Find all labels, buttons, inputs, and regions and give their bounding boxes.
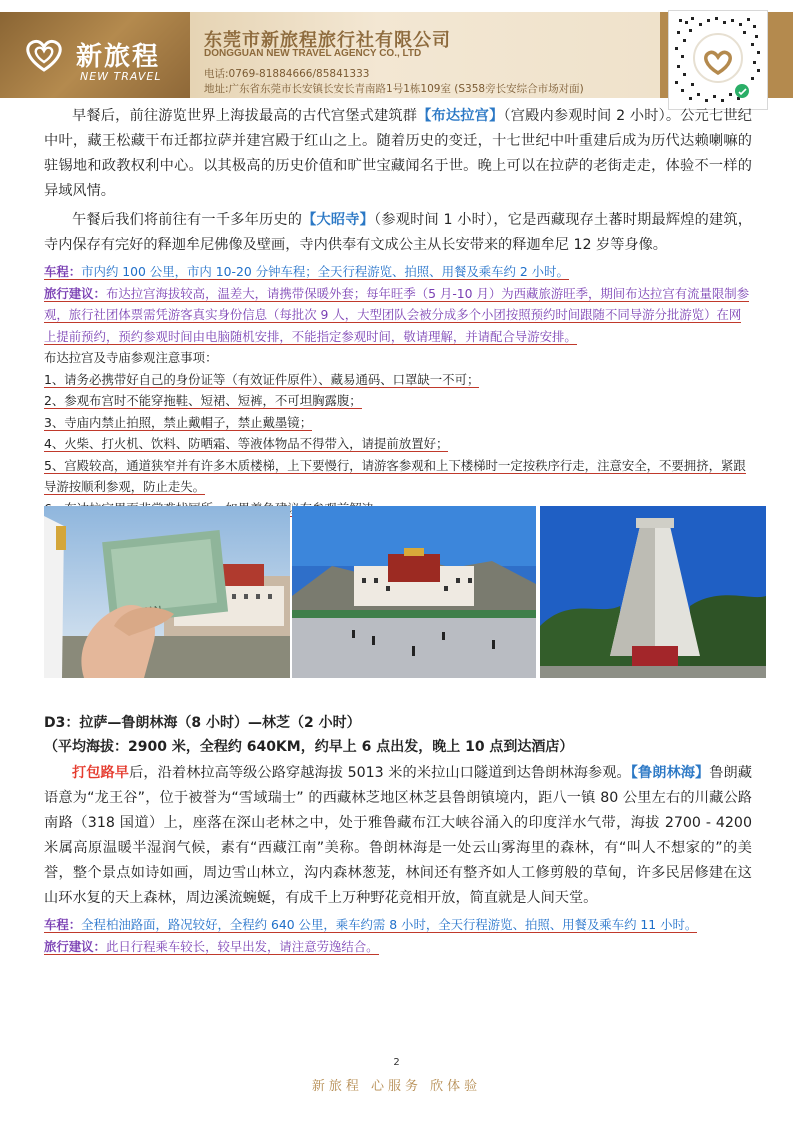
footer-slogan: 新旅程 心服务 欣体验 xyxy=(311,1079,482,1094)
notice-item xyxy=(44,433,752,455)
day3-subtitle: （平均海拔：2900 米，全程约 640KM，约早上 6 点出发，晚上 10 点到达酒店） xyxy=(44,739,574,755)
photo-monument xyxy=(540,506,766,678)
advice-label: 旅行建议： xyxy=(44,938,106,954)
heart-logo-icon xyxy=(22,38,66,72)
lulang-text-a: 后，沿着林拉高等级公路穿越海拔 5013 米的米拉山口隧道到达鲁朗林海参观。 xyxy=(129,765,631,781)
notice-text-5: 5、宫殿较高，通道狭窄并有许多木质楼梯，上下要慢行，请游客参观和上下楼梯时一定按秩序行走，注意安全，不要拥挤，紧跟导游按顺利参观，防止走失。 xyxy=(44,457,746,494)
potala-highlight: 【布达拉宫】 xyxy=(417,108,504,124)
photo-banknote-potala xyxy=(44,506,290,678)
company-address: 地址:广东省东莞市长安镇长安长青南路1号1栋109室 (S358旁长安综合市场对面) xyxy=(204,83,584,95)
advice-text: 此日行程乘车较长，较早出发，请注意劳逸结合。 xyxy=(105,938,379,954)
notice-item xyxy=(44,412,752,434)
lulang-highlight: 【鲁朗林海】 xyxy=(630,765,710,781)
advice-text: 布达拉宫海拔较高，温差大，请携带保暖外套；每年旺季（5 月-10 月）为西藏旅游旺季，期间布达拉宫有流量限制参观，旅行社团体票需凭游客真实身份信息（每批次 9 人，大型团队会被分成多个小团按照预约时间跟随不同导游分批游览）在网上提前预约，预约参观时间由电脑随机安排，不能指定参观时间，敬请理解，并请配合导游安排。 xyxy=(44,285,750,344)
company-name: 东莞市新旅程旅行社有限公司 xyxy=(204,30,451,51)
logo-english: NEW TRAVEL xyxy=(80,70,162,83)
photo-potala-square xyxy=(292,506,536,678)
car-label: 车程： xyxy=(44,264,82,279)
car-label: 车程： xyxy=(44,917,82,932)
page-number: 2 xyxy=(393,1057,400,1068)
day3-travel-advice xyxy=(44,936,752,958)
day3-car-info xyxy=(44,914,752,936)
company-phone: 电话:0769-81884666/85841333 xyxy=(204,68,370,80)
qr-pattern-icon xyxy=(669,11,767,109)
day3-section xyxy=(44,761,752,957)
mini-program-qr-code[interactable] xyxy=(668,10,768,110)
notice-text-4: 4、火柴、打火机、饮料、防晒霜、等液体物品不得带入，请提前放置好； xyxy=(44,436,449,451)
photo-strip xyxy=(44,506,765,678)
notice-text-3: 3、寺庙内禁止拍照，禁止戴帽子，禁止戴墨镜； xyxy=(44,414,313,430)
potala-text-a: 早餐后，前往游览世界上海拔最高的古代宫堡式建筑群 xyxy=(72,108,418,124)
lulang-text-b: 鲁朗藏语意为“龙王谷”，位于被誉为“雪域瑞士” 的西藏林芝地区林芝县鲁朗镇境内，距八一镇 80 公里左右的川藏公路南路（318 国道）上，座落在深山老林之中，处于雅鲁藏布江大峡谷涌入的印度洋水气带，海拔 2700 - 4200 米属高原温暖半湿润气候，素有“西藏江南”美称。鲁朗林海是一处云山雾海里的森林，有“叫人不想家的”的美誉，整个景点如诗如画，周边雪山林立，沟内森林葱茏，林间还有整齐如人工修剪般的草甸，许多民居修建在这山环水复的天上森林，周边溪流蜿蜒，有成千上万种野花竞相开放，简直就是人间天堂。 xyxy=(44,765,752,906)
notice-item xyxy=(44,390,752,412)
jokhang-text-a: 午餐后我们将前往有一千多年历史的 xyxy=(72,212,303,228)
advice-label: 旅行建议： xyxy=(44,285,106,301)
breakfast-highlight: 打包路早 xyxy=(72,765,130,781)
jokhang-text-b: （参观时间 1 小时），它是西藏现存土蕃时期最辉煌的建筑，寺内保存有完好的释迦牟尼佛像及壁画，寺内供奉有文成公主从长安带来的释迦牟尼 12 岁等身像。 xyxy=(44,212,752,253)
notice-text-1: 1、请务必携带好自己的身份证等（有效证件原件）、藏易通码、口罩缺一不可； xyxy=(44,371,480,387)
car-text: 全程柏油路面，路况较好，全程约 640 公里，乘车约需 8 小时，全天行程游览、拍照、用餐及乘车约 11 小时。 xyxy=(81,917,698,932)
notice-item xyxy=(44,369,752,391)
page-header xyxy=(0,0,793,100)
company-english-name: DONGGUAN NEW TRAVEL AGENCY CO., LTD xyxy=(204,48,422,59)
day2-section xyxy=(44,104,752,519)
jokhang-paragraph xyxy=(44,208,752,258)
day2-car-info xyxy=(44,261,752,283)
notice-item xyxy=(44,455,752,498)
day3-title: D3：拉萨—鲁朗林海（8 小时）—林芝（2 小时） xyxy=(44,715,361,731)
logo-panel xyxy=(0,12,190,98)
company-info-panel xyxy=(190,12,660,98)
potala-paragraph xyxy=(44,104,752,204)
lulang-paragraph xyxy=(44,761,752,911)
potala-text-b: （宫殿内参观时间 2 小时）。公元七世纪中叶，藏王松藏干布迁都拉萨并建宫殿于红山之上。随着历史的变迁，十七世纪中叶重建后成为历代达赖喇嘛的驻锡地和政教权利中心。以其极高的历史价值和旷世宝藏闻名于世。晚上可以在拉萨的老街走走，体验不一样的异域风情。 xyxy=(44,108,752,199)
day2-travel-advice xyxy=(44,283,752,348)
jokhang-highlight: 【大昭寺】 xyxy=(302,212,375,228)
car-text: 市内约 100 公里，市内 10-20 分钟车程；全天行程游览、拍照、用餐及乘车约 2 小时。 xyxy=(81,264,569,279)
logo-text: 新旅程 xyxy=(76,42,161,72)
notice-title: 布达拉宫及寺庙参观注意事项： xyxy=(44,350,218,365)
notice-text-2: 2、参观布宫时不能穿拖鞋、短裙、短裤，不可坦胸露腹； xyxy=(44,393,362,408)
